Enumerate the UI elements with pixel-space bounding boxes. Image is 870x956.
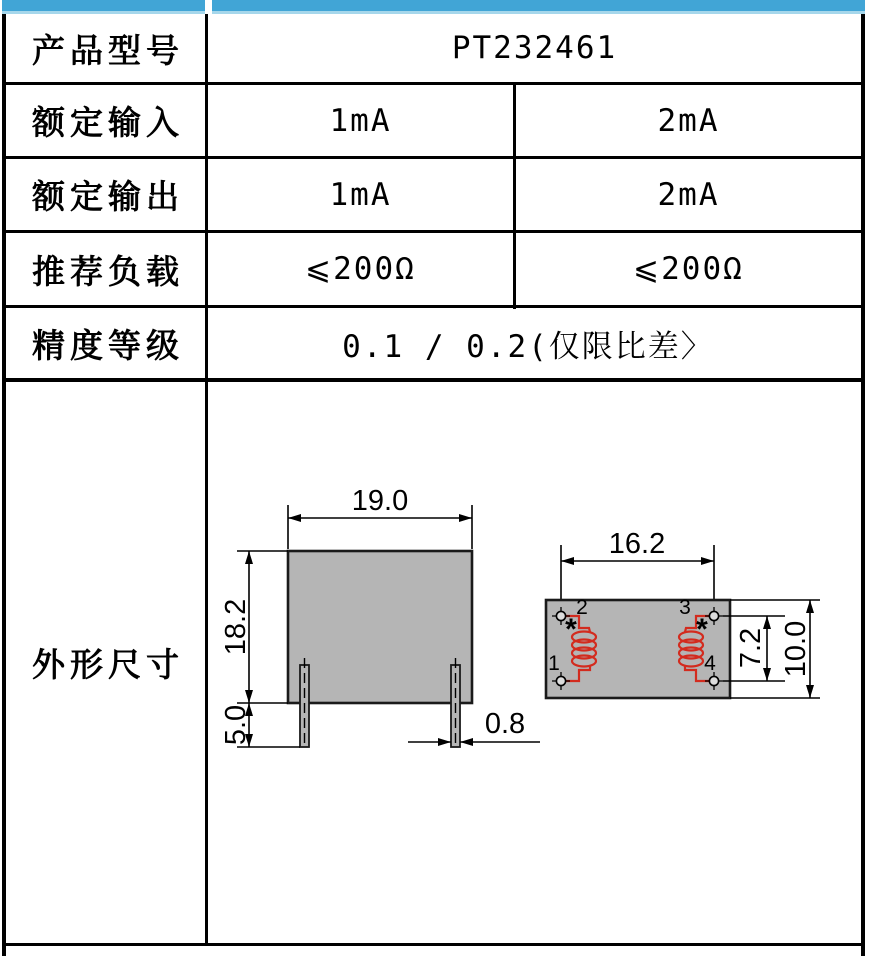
row-label-recommended-load: 推荐负载 (32, 252, 184, 290)
table-rule-6 (2, 943, 865, 946)
bottom-view (546, 528, 820, 698)
arrowhead (459, 514, 472, 522)
arrowhead (245, 690, 253, 703)
arrowhead (561, 557, 574, 565)
polarity-mark-left: * (565, 613, 577, 646)
component-body-front (288, 551, 472, 703)
value-accuracy-class: 0.1 / 0.2(仅限比差〉 (342, 328, 714, 365)
header-accent-bar-left (2, 0, 205, 11)
polarity-mark-right: * (696, 613, 708, 646)
arrowhead (763, 616, 771, 629)
outline-drawing (207, 382, 866, 943)
arrowhead (701, 557, 714, 565)
arrowhead (806, 600, 814, 613)
pad-circle (556, 676, 565, 685)
arrowhead (806, 685, 814, 698)
value-recommended-load-b: ⩽200Ω (633, 251, 744, 287)
pad-circle (709, 676, 718, 685)
arrowhead (763, 668, 771, 681)
row-label-product-model: 产品型号 (32, 31, 184, 69)
pin-number-4: 4 (704, 652, 716, 675)
row-label-rated-input: 额定输入 (32, 104, 184, 141)
arrowhead (438, 738, 451, 746)
row-label-accuracy-class: 精度等级 (32, 326, 184, 364)
pad-circle (709, 611, 718, 620)
row-label-outline-dimensions: 外形尺寸 (32, 646, 184, 683)
dim-body-width: 19.0 (351, 485, 409, 517)
front-view (220, 485, 540, 747)
value-rated-input-a: 1mA (329, 102, 392, 139)
pin-number-1: 1 (548, 652, 560, 675)
row-label-rated-output: 额定输出 (32, 178, 184, 215)
dim-pin-pitch: 16.2 (608, 528, 666, 560)
arrowhead (460, 738, 473, 746)
value-rated-input-b: 2mA (657, 102, 720, 139)
dim-body-width-top: 10.0 (780, 620, 812, 678)
dim-pin-width: 0.8 (484, 708, 526, 740)
dim-pin-length: 5.0 (220, 704, 252, 746)
value-recommended-load-a: ⩽200Ω (305, 251, 416, 287)
pin-number-2: 2 (576, 596, 588, 619)
dim-row-pitch: 7.2 (735, 627, 767, 669)
value-rated-output-a: 1mA (329, 176, 392, 213)
arrowhead (288, 514, 301, 522)
value-product-model: PT232461 (451, 30, 618, 66)
header-accent-bar-right (212, 0, 865, 11)
arrowhead (245, 551, 253, 564)
pin-number-3: 3 (679, 596, 691, 619)
dim-body-height: 18.2 (220, 598, 252, 656)
value-rated-output-b: 2mA (657, 176, 720, 213)
